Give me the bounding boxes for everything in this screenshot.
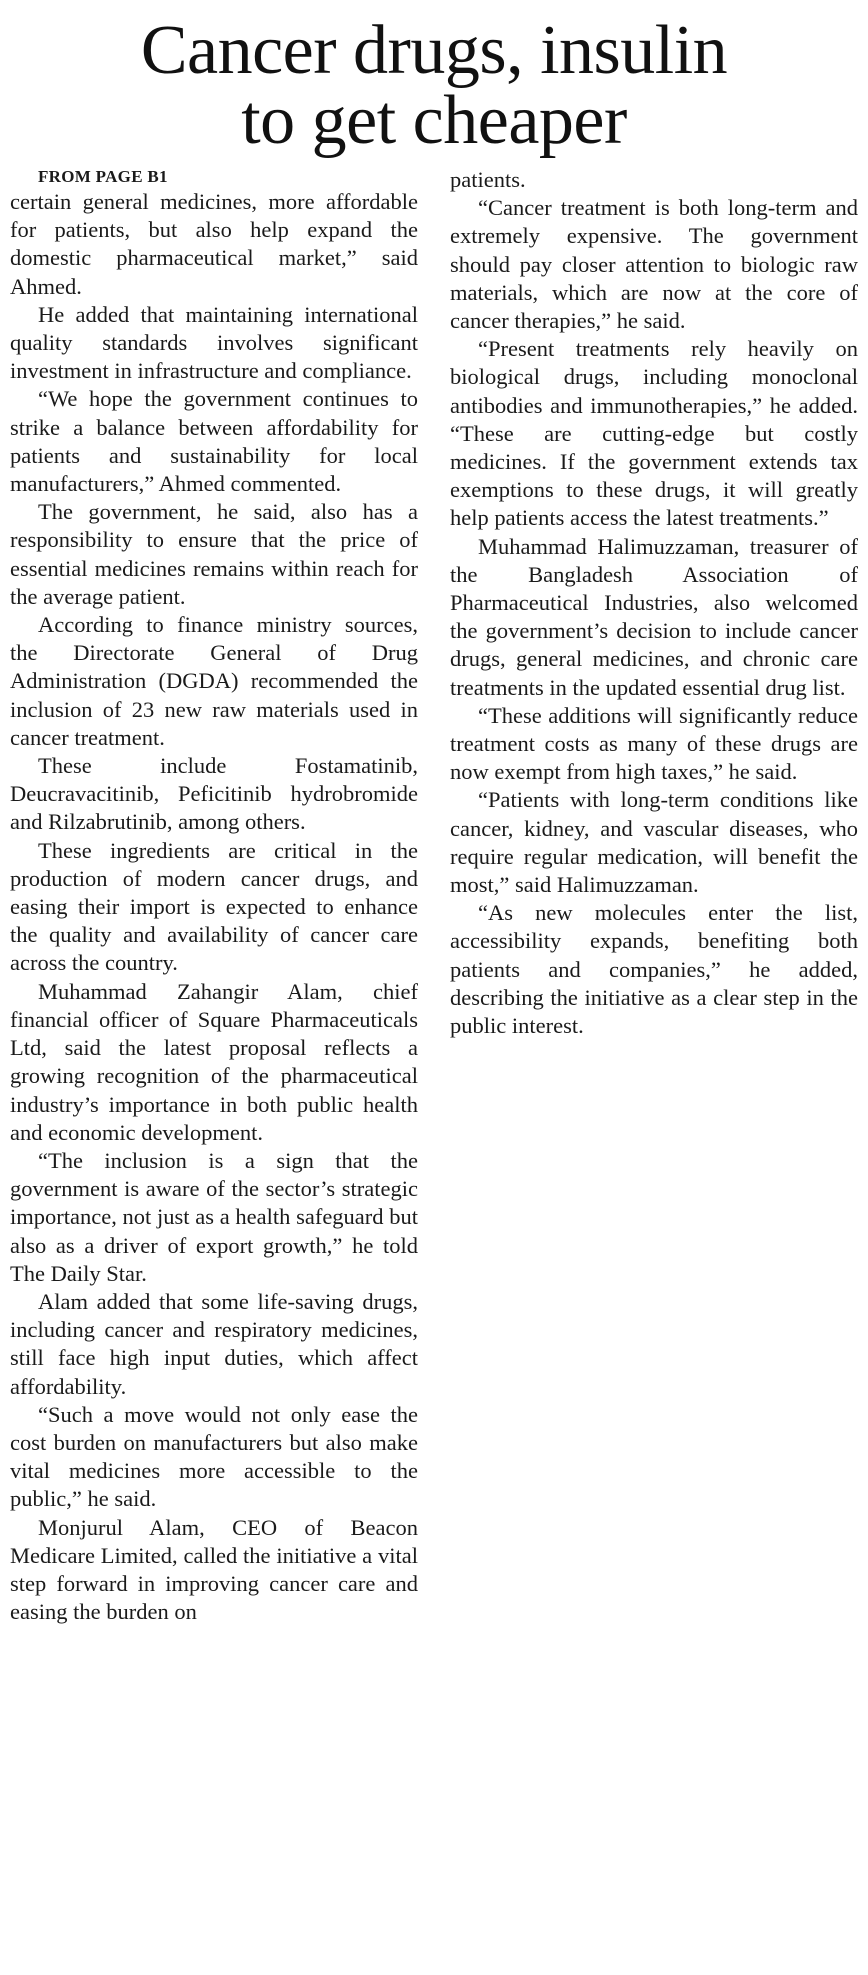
paragraph: “We hope the government continues to strike a balance between affordability for patients and sustainability for local manufacturers,” Ahmed commented. xyxy=(10,386,418,497)
paragraph: certain general medicines, more affordable for patients, but also help expand the domestic pharmaceutical market,” said Ahmed. xyxy=(10,189,418,299)
paragraph: According to finance ministry sources, the Directorate General of Drug Administration (DGDA) recommended the inclusion of 23 new raw materials used in cancer treatment. xyxy=(10,612,418,750)
paragraph: Muhammad Zahangir Alam, chief financial officer of Square Pharmaceuticals Ltd, said the latest proposal reflects a growing recognition of the pharmaceutical industry’s importance in both public health and economic development. xyxy=(10,978,418,1145)
paragraph: “These additions will significantly reduce treatment costs as many of these drugs are now exempt from high taxes,” he said. xyxy=(450,702,858,785)
paragraph: These include Fostamatinib, Deucravacitinib, Peficitinib hydrobromide and Rilzabrutinib, among others. xyxy=(10,753,418,835)
paragraph: “Such a move would not only ease the cost burden on manufacturers but also make vital medicines more accessible to the public,” he said. xyxy=(10,1401,418,1512)
right-column xyxy=(450,166,858,1040)
paragraph: “The inclusion is a sign that the government is aware of the sector’s strategic importance, not just as a health safeguard but also as a driver of export growth,” he told The Daily Star. xyxy=(10,1147,418,1286)
paragraph: The government, he said, also has a responsibility to ensure that the price of essential medicines remains within reach for the average patient. xyxy=(10,499,418,609)
left-column xyxy=(10,166,418,1626)
page-kicker: FROM PAGE B1 xyxy=(38,167,168,186)
article-columns xyxy=(10,166,858,1626)
headline xyxy=(10,12,858,159)
paragraph: “Cancer treatment is both long-term and extremely expensive. The government should pay closer attention to biologic raw materials, which are now at the core of cancer therapies,” he said. xyxy=(450,195,858,334)
headline-line-1: Cancer drugs, insulin xyxy=(140,12,728,89)
paragraph: “Present treatments rely heavily on biological drugs, including monoclonal antibodies and immunotherapies,” he added. “These are cutting-edge but costly medicines. If the government extends tax exemptions to these drugs, it will greatly help patients access the latest treatments.” xyxy=(450,336,858,531)
paragraph: Alam added that some life-saving drugs, including cancer and respiratory medicines, still face high input duties, which affect affordability. xyxy=(10,1288,418,1399)
paragraph: “As new molecules enter the list, accessibility expands, benefiting both patients and companies,” he added, describing the initiative as a clear step in the public interest. xyxy=(450,900,858,1039)
paragraph: He added that maintaining international quality standards involves significant investment in infrastructure and compliance. xyxy=(10,301,418,384)
paragraph: “Patients with long-term conditions like cancer, kidney, and vascular diseases, who require regular medication, will benefit the most,” said Halimuzzaman. xyxy=(450,787,858,898)
paragraph: Monjurul Alam, CEO of Beacon Medicare Limited, called the initiative a vital step forward in improving cancer care and easing the burden on xyxy=(10,1514,418,1625)
headline-line-2: to get cheaper xyxy=(241,82,627,159)
paragraph: These ingredients are critical in the production of modern cancer drugs, and easing their import is expected to enhance the quality and availability of cancer care across the country. xyxy=(10,837,418,976)
paragraph: Muhammad Halimuzzaman, treasurer of the Bangladesh Association of Pharmaceutical Industries, also welcomed the government’s decision to include cancer drugs, general medicines, and chronic care treatments in the updated essential drug list. xyxy=(450,533,858,700)
paragraph: patients. xyxy=(450,167,526,192)
